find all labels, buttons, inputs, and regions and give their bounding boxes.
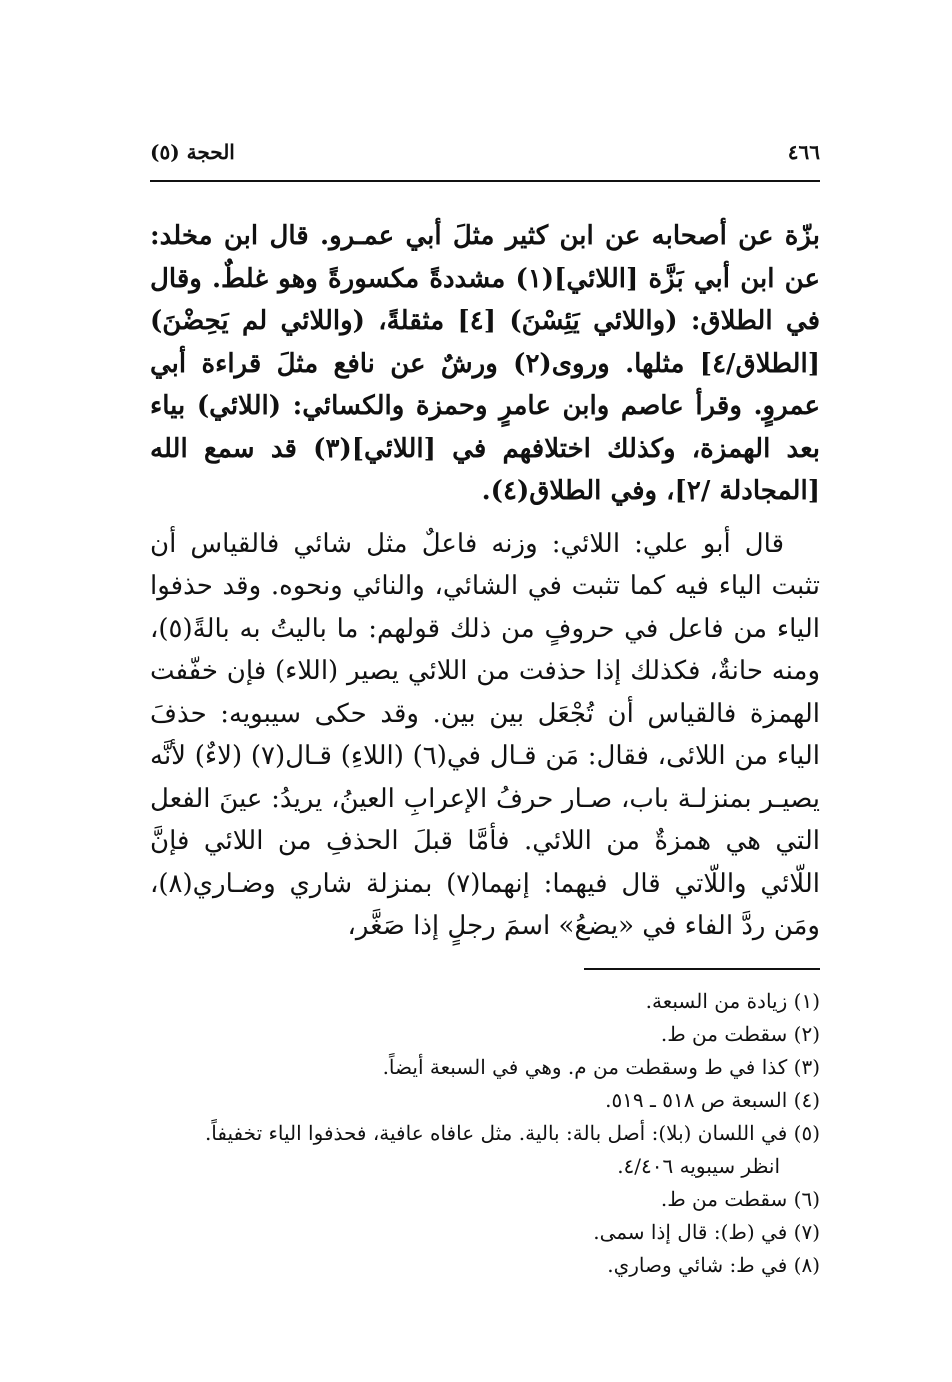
running-title: الحجة (٥)	[150, 140, 235, 164]
footnote: (٦) سقطت من ط.	[660, 1187, 820, 1211]
footnote: (١) زيادة من السبعة.	[645, 989, 820, 1013]
footnotes-list	[140, 985, 820, 1282]
main-text	[150, 215, 820, 948]
book-page	[150, 0, 820, 1382]
footnote: (٣) كذا في ط وسقطت من م. وهي في السبعة أيضاً.	[382, 1055, 820, 1079]
page-header	[150, 140, 820, 172]
paragraph: بزّة عن أصحابه عن ابن كثير مثلَ أبي عمـرو. قال ابن مخلد: عن ابن أبي بَزَّة [اللائي](١) مشددةً مكسورةً وهو غلطٌ. وقال في الطلاق: (واللائي يَئِسْنَ) [٤] مثقلةً، (واللائي لم يَحِضْنَ) [الطلاق/٤] مثلها. وروى(٢) ورشٌ عن نافع مثلَ قراءة أبي عمروٍ. وقرأ عاصم وابن عامرٍ وحمزة والكسائي: (اللائي) بياء بعد الهمزة، وكذلك اختلافهم في [اللائي](٣) قد سمع الله [المجادلة /٢]، وفي الطلاق(٤).	[150, 221, 821, 506]
page-number: ٤٦٦	[787, 140, 820, 164]
footnote: (٧) في (ط): قال إذا سمى.	[593, 1220, 820, 1244]
footnote: (٨) في ط: شائي وصاري.	[607, 1253, 820, 1277]
footnote: (٢) سقطت من ط.	[660, 1022, 820, 1046]
footnote: (٥) في اللسان (بلا): أصل بالة: بالية. مثل عافاه عافية، فحذفوا الياء تخفيفاً.	[204, 1121, 820, 1145]
footnote-separator	[584, 968, 820, 970]
header-rule	[150, 180, 820, 182]
paragraph: قال أبو علي: اللائي: وزنه فاعلٌ مثل شائي فالقياس أن تثبت الياء فيه كما تثبت في الشائي، والنائي ونحوه. وقد حذفوا الياء من فاعل في حروفٍ من ذلك قولهم: ما باليتُ به بالةً(٥)، ومنه حانةٌ، فكذلك إذا حذفت من اللائي يصير (اللاء) فإن خفّفت الهمزة فالقياس أن تُجْعَل بين بين. وقد حكى سيبويه: حذفَ الياء من اللائى، فقال: مَن قـال في(٦) (اللاءِ) قـال(٧) (لاءٌ) لأنَّه يصيـر بمنزلـة باب، صـار حرفُ الإعرابِ العينُ، يريدُ: عينَ الفعل التي هي همزةٌ من اللائي. فأمَّا قبلَ الحذفِ من اللائي فإنَّ اللّائي واللّاتي قال فيهما: إنهما(٧) بمنزلة شاري وضـاري(٨)، ومَن ردَّ الفاء في «يضعُ» اسمَ رجلٍ إذا صَغَّر،	[150, 528, 820, 941]
footnote-continuation: انظر سيبويه ٤/٤٠٦.	[617, 1154, 780, 1178]
footnote: (٤) السبعة ص ٥١٨ ـ ٥١٩.	[605, 1088, 820, 1112]
